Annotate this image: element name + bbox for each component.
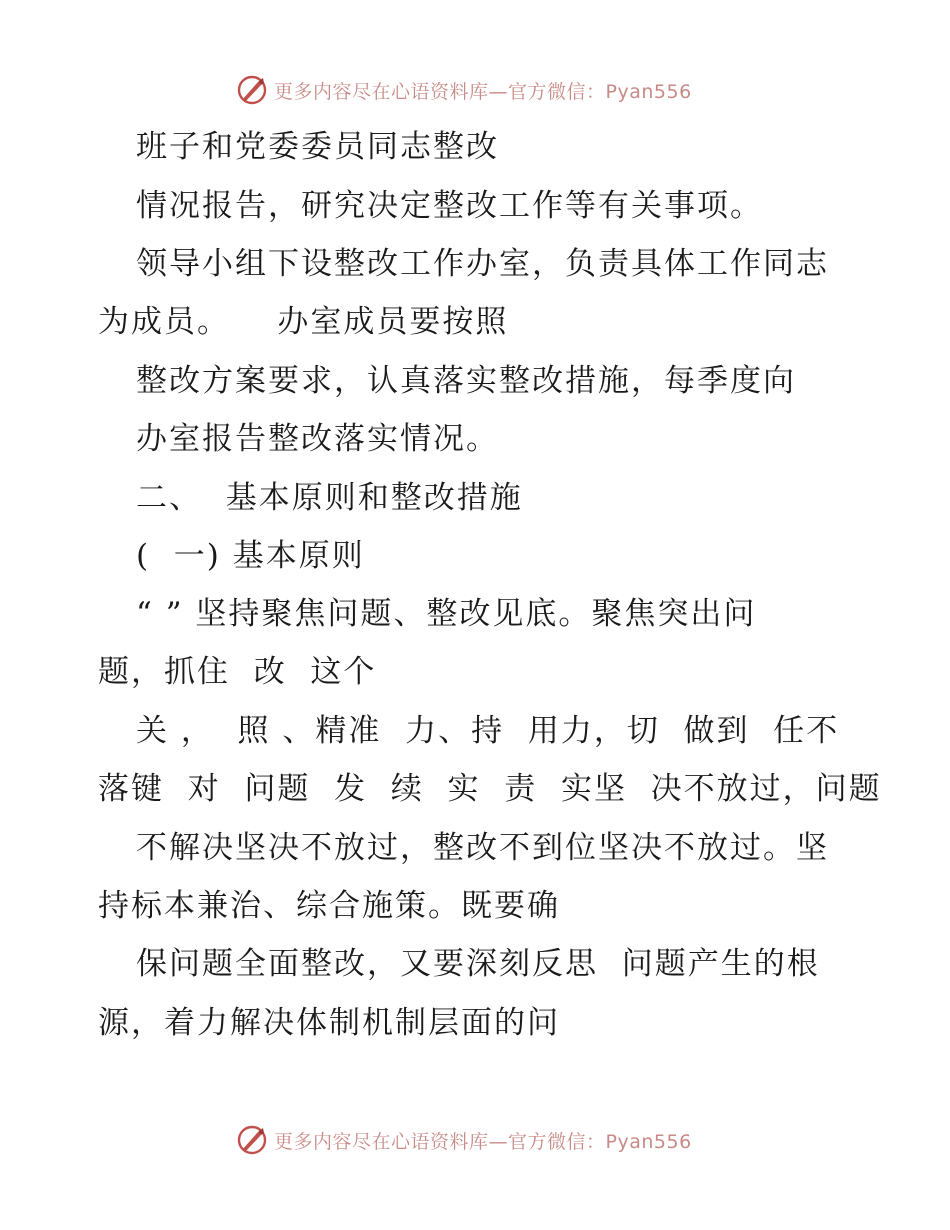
text-line: 班子和党委委员同志整改 — [136, 129, 499, 165]
quill-pen-circle-icon — [236, 74, 268, 106]
subsection-heading: ( 一) 基本原则 — [136, 538, 365, 574]
text-line: 源，着力解决体制机制层面的问 — [98, 1005, 560, 1041]
header-watermark — [236, 73, 692, 107]
text-line: “ ” 坚持聚焦问题、整改见底。聚焦突出问 — [136, 596, 757, 632]
text-line: 题，抓住 改 这个 — [98, 654, 377, 690]
section-heading: 二、 基本原则和整改措施 — [136, 480, 523, 516]
text-line: 整改方案要求，认真落实整改措施，每季度向 — [136, 363, 796, 399]
watermark-text: 更多内容尽在心语资料库—官方微信：Pyan556 — [274, 80, 692, 103]
watermark-text: 更多内容尽在心语资料库—官方微信：Pyan556 — [274, 1130, 692, 1153]
footer-watermark — [236, 1123, 692, 1157]
text-line: 保问题全面整改，又要深刻反思 问题产生的根 — [136, 946, 820, 982]
text-line: 关 ， 照 、精准 力、持 用力，切 做到 任不 — [136, 713, 840, 749]
text-line: 办室报告整改落实情况。 — [136, 421, 499, 457]
text-line: 落键 对 问题 发 续 实 责 实坚 决不放过，问题 — [98, 771, 882, 807]
text-line: 领导小组下设整改工作办室，负责具体工作同志 — [136, 246, 829, 282]
quill-pen-circle-icon — [236, 1124, 268, 1156]
text-line: 情况报告，研究决定整改工作等有关事项。 — [136, 188, 763, 224]
text-line: 持标本兼治、综合施策。既要确 — [98, 888, 560, 924]
text-line: 不解决坚决不放过，整改不到位坚决不放过。坚 — [136, 830, 829, 866]
text-line: 为成员。 办室成员要按照 — [98, 304, 509, 340]
